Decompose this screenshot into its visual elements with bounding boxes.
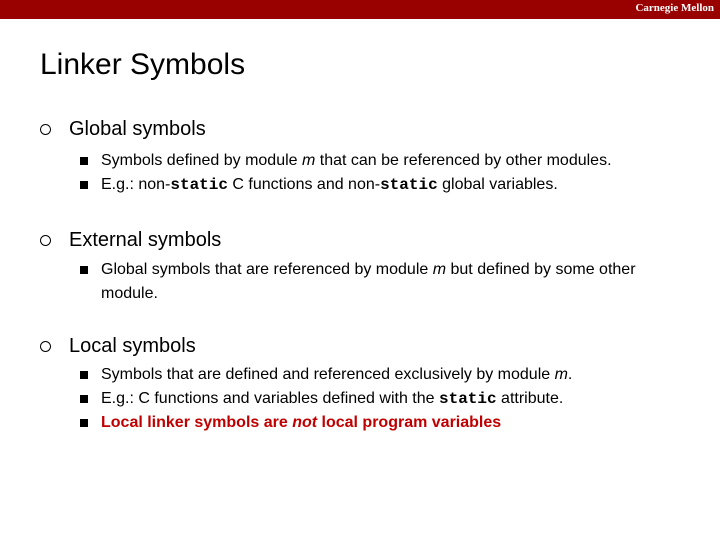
item-text: that can be referenced by other modules. [315,152,612,169]
section-heading-row [40,335,700,363]
section-heading: External symbols [69,229,222,251]
item-text: E.g.: C functions and variables defined with the [101,390,439,407]
section-external-symbols [40,229,700,306]
circle-bullet-icon [40,124,51,135]
square-bullet-icon [80,395,88,403]
section-heading-row [40,229,700,257]
item-code: static [170,176,228,194]
square-bullet-icon [80,266,88,274]
header-bar [0,0,720,19]
circle-bullet-icon [40,341,51,352]
item-emphasis: not [292,414,318,431]
item-text: Symbols that are defined and referenced exclusively by module [101,366,555,383]
item-emphasis: m [302,152,316,169]
slide-title: Linker Symbols [40,48,246,81]
brand-label: Carnegie Mellon [635,2,714,14]
item-text: attribute. [496,390,564,407]
section-local-symbols [40,335,700,435]
list-item-highlight [80,411,700,435]
item-text: global variables. [437,176,558,193]
list-item [80,387,700,411]
item-emphasis: m [554,366,568,383]
item-text: Symbols defined by module [101,152,302,169]
section-heading: Local symbols [69,335,196,357]
item-code: static [438,390,497,408]
item-code: static [380,176,438,194]
section-heading: Global symbols [69,118,206,140]
section-heading-row [40,118,700,146]
square-bullet-icon [80,157,88,165]
list-item [80,173,700,197]
item-text: local program variables [317,414,502,431]
section-global-symbols [40,118,700,197]
item-text: . [567,366,573,383]
item-text: C functions and non- [227,176,381,193]
square-bullet-icon [80,419,88,427]
item-text: E.g.: non- [101,176,171,193]
list-item [80,363,700,387]
square-bullet-icon [80,371,88,379]
item-emphasis: m [432,261,447,278]
item-text: Global symbols that are referenced by module [101,261,433,278]
list-item [80,258,681,306]
circle-bullet-icon [40,235,51,246]
list-item [80,149,700,173]
item-text: Local linker symbols are [101,414,293,431]
square-bullet-icon [80,181,88,189]
item-text: but defined by some other module. [101,261,636,302]
